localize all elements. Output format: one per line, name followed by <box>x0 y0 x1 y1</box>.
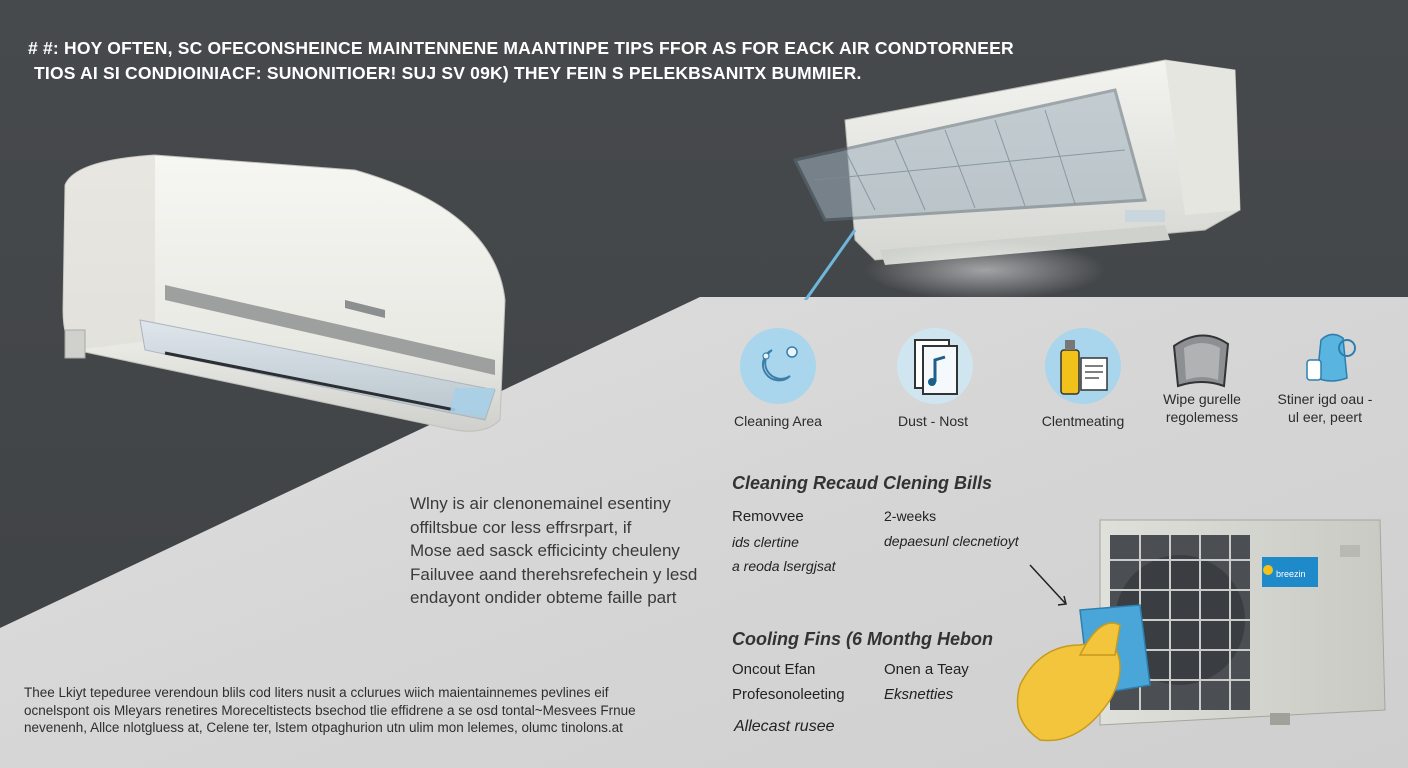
section-title-cleaning: Cleaning Recaud Clening Bills <box>732 473 993 493</box>
why-line: Failuvee aand therehsrefechein y lesd <box>410 564 698 584</box>
footer-line: ocnelspont ois Mleyars renetires Moreceltistects bsechod tlie effidrene a se osd tontal~Mesvees Frnue <box>24 702 636 718</box>
outdoor-ac-unit <box>1000 515 1395 745</box>
section2-cell: Allecast rusee <box>734 718 835 735</box>
title-line-1: # #: HOY OFTEN, SC OFECONSHEINCE MAINTENNENE MAANTINPE TIPS FFOR AS FOR EACK AIR CONDTORNEER <box>28 38 1014 58</box>
section2-cell: Eksnetties <box>884 686 954 703</box>
why-line: Wlny is air clenonemainel esentiny <box>410 494 671 513</box>
brand-badge: breezin <box>1276 569 1306 579</box>
section2-cell: Oncout Efan <box>732 661 816 678</box>
icon-label-5 <box>1255 390 1395 426</box>
section1-cell: a reoda lsergjsat <box>732 558 836 574</box>
section1-cell: depaesunl clecnetioyt <box>884 533 1019 549</box>
section-title-cooling-fins: Cooling Fins (6 Monthg Hebon <box>732 629 993 649</box>
document-music-icon <box>895 326 975 406</box>
section1-cell: ids clertine <box>732 534 799 550</box>
icon-tile-2[interactable] <box>895 326 975 411</box>
title-line-2: TIOS AI SI CONDIOINIACF: SUNONITIOER! SUJ SV 09K) THEY FEIN S PELEKBSANITX BUMMIER. <box>34 63 862 83</box>
indoor-ac-unit-open <box>785 50 1255 300</box>
section2-cell: Profesonoleeting <box>732 686 845 703</box>
why-line: offiltsbue cor less effrsrpart, if <box>410 517 632 537</box>
filter-cloth-icon <box>1162 326 1242 396</box>
icon-label-2: Dust - Nost <box>897 413 968 429</box>
why-line: Mose aed sasck efficicinty cheuleny <box>410 541 680 560</box>
section1-cell: 2-weeks <box>884 508 937 524</box>
footer-line: nevenenh, Allce nlotgluess at, Celene ter, lstem otpaghurion utn ulim mon lelemes, olumc tinolons.at <box>24 720 623 735</box>
icon-label-5-text: Stiner igd oau - ul eer, peert <box>1277 391 1373 425</box>
why-paragraph <box>410 492 710 610</box>
footer-line: Thee Lkiyt tepeduree verendoun blils cod liters nusit a cclurues wiich maientainnemes pevlines eif <box>24 685 609 700</box>
indoor-ac-unit-left <box>55 150 525 440</box>
icon-tile-5[interactable] <box>1292 326 1372 391</box>
spray-bottle-icon <box>1043 326 1123 406</box>
icon-tile-1[interactable] <box>738 326 818 411</box>
icon-label-1: Cleaning Area <box>734 413 822 429</box>
section2-cell: Onen a Teay <box>884 661 969 678</box>
bubbles-icon <box>738 326 818 406</box>
why-line: endayont ondider obteme faille part <box>410 588 677 607</box>
icon-label-4-text: Wipe gurelle regolemess <box>1163 391 1241 425</box>
icon-tile-3[interactable] <box>1043 326 1123 411</box>
section1-cell: Removvee <box>732 508 804 525</box>
footer-text <box>24 684 724 737</box>
icon-label-4 <box>1132 390 1272 426</box>
icon-label-3: Clentmeating <box>1041 413 1125 429</box>
spray-can-icon <box>1297 326 1367 386</box>
